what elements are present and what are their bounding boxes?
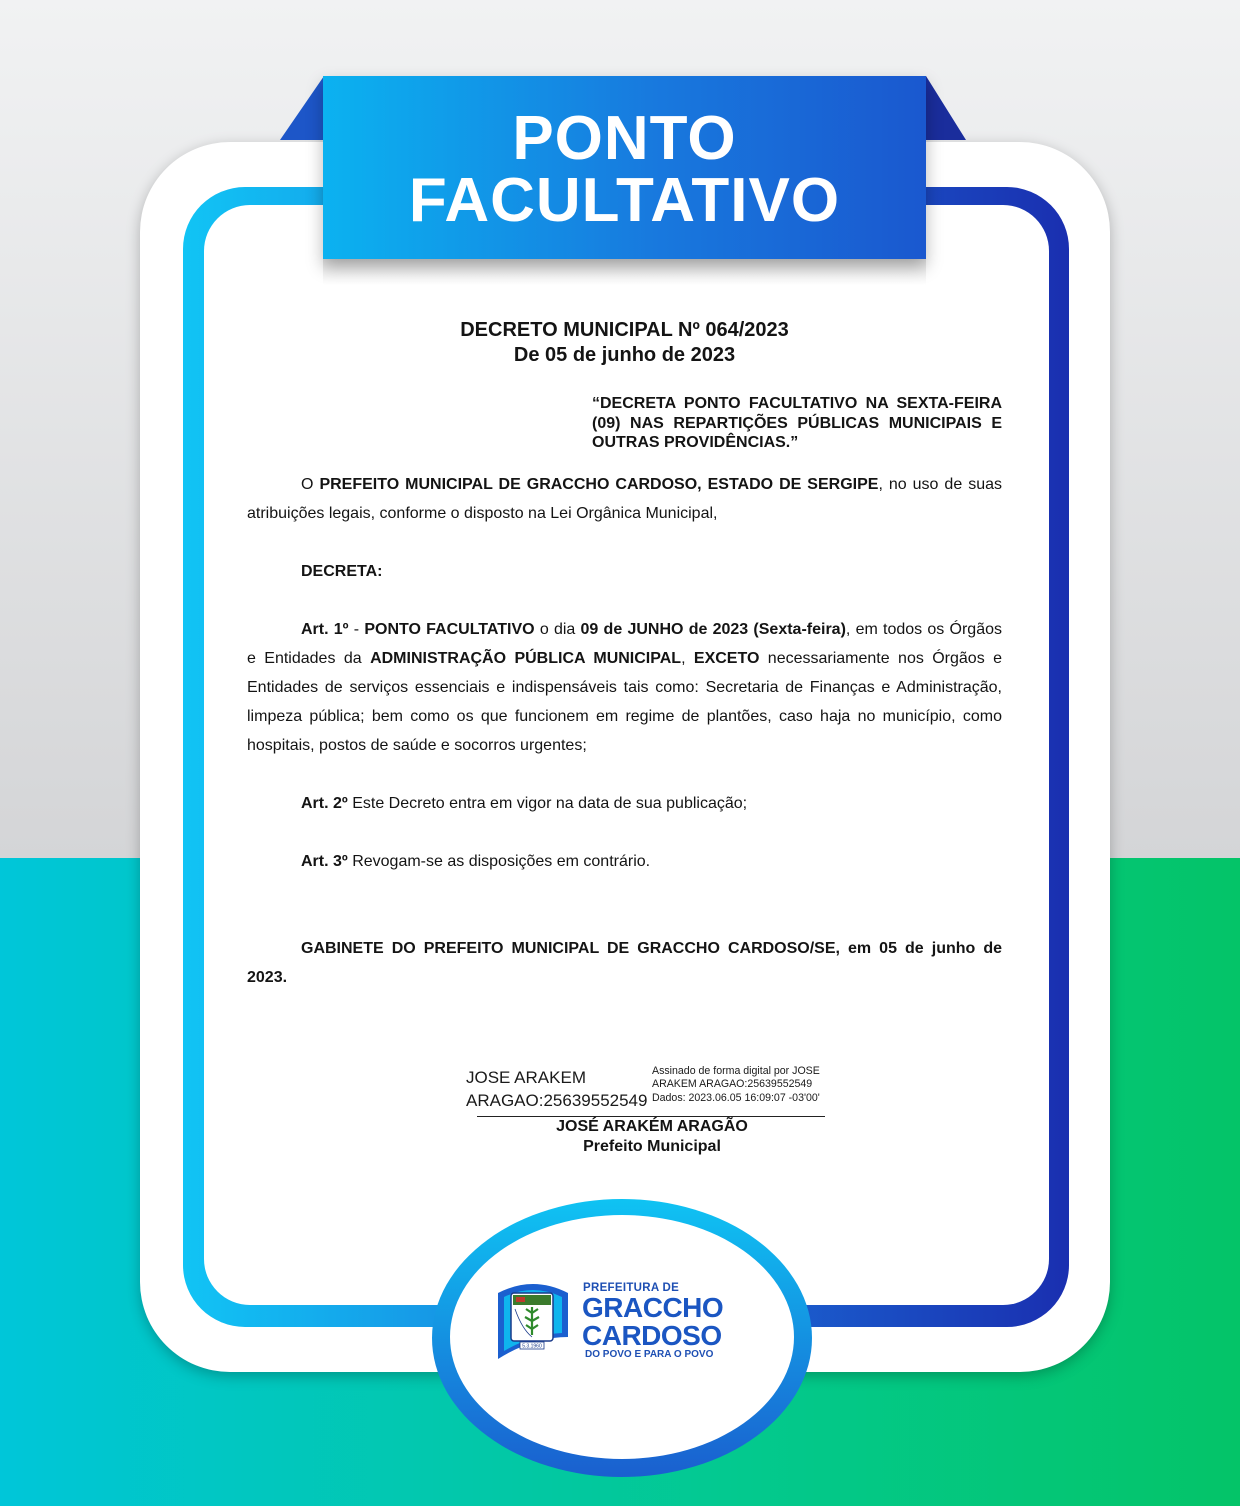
art1-text-1: - — [348, 620, 365, 638]
logo-prefix: PREFEITURA DE — [583, 1282, 680, 1294]
preamble-text-2: , no uso de suas atribuições legais, conforme o disposto na Lei Orgânica Municipal, — [247, 475, 1003, 522]
preamble-paragraph — [247, 470, 1002, 528]
art2-text: Este Decreto entra em vigor na data de sua publicação; — [347, 794, 748, 812]
signer-block — [467, 1117, 837, 1157]
art1-label: Art. 1º — [301, 620, 349, 638]
art1-text-4: , — [681, 649, 694, 667]
article-2 — [247, 789, 1002, 818]
coat-of-arms-icon — [492, 1279, 574, 1361]
art3-text: Revogam-se as disposições em contrário. — [347, 852, 651, 870]
seal-date: 5.3.1960 — [522, 1343, 542, 1350]
art1-bold-2: PONTO FACULTATIVO — [364, 620, 535, 638]
decree-ementa: “DECRETA PONTO FACULTATIVO NA SEXTA-FEIRA (09) NAS REPARTIÇÕES PÚBLICAS MUNICIPAIS E OUTRAS PROVIDÊNCIAS.” — [592, 395, 1002, 451]
article-1 — [247, 615, 1002, 760]
ribbon-fold-left — [280, 76, 324, 140]
signature-name — [466, 1066, 647, 1112]
art1-text-3: , em todos os Órgãos e Entidades da — [247, 620, 1002, 667]
art2-label: Art. 2º — [301, 794, 348, 812]
decreta-heading: DECRETA: — [301, 562, 383, 580]
banner-title — [323, 104, 926, 235]
art1-text-5: necessariamente nos Órgãos e Entidades de serviços essenciais e indispensáveis tais como: Secretaria de Finanças e Administração, limpeza pública; bem como os que funcionem em regime de plantões, caso haja no município, como hospitais, postos de saúde e socorros urgentes; — [247, 649, 1003, 754]
logo-wordmark-line1: GRACCHO — [582, 1292, 724, 1323]
ribbon-fold-right — [926, 76, 966, 140]
signer-role: Prefeito Municipal — [583, 1138, 721, 1155]
article-3 — [247, 847, 1002, 876]
art1-text-2: o dia — [534, 620, 581, 638]
signer-name: JOSÉ ARAKÉM ARAGÃO — [556, 1118, 748, 1135]
decree-title: DECRETO MUNICIPAL Nº 064/2023 — [460, 319, 789, 341]
logo-wordmark-line2: CARDOSO — [582, 1320, 722, 1351]
preamble-authority: PREFEITO MUNICIPAL DE GRACCHO CARDOSO, ESTADO DE SERGIPE — [319, 475, 879, 493]
digital-signature-line3: Dados: 2023.06.05 16:09:07 -03'00' — [652, 1091, 820, 1104]
signature-name-line1: JOSE ARAKEM — [466, 1068, 586, 1087]
digital-signature-line1: Assinado de forma digital por JOSE — [652, 1065, 820, 1077]
closing-line: GABINETE DO PREFEITO MUNICIPAL DE GRACCHO CARDOSO/SE, em 05 de junho de 2023. — [247, 939, 1002, 986]
art3-label: Art. 3º — [301, 852, 348, 870]
signature-block — [247, 1066, 1002, 1166]
art1-bold-3: 09 de JUNHO de 2023 (Sexta-feira) — [580, 620, 846, 638]
art1-bold-4: ADMINISTRAÇÃO PÚBLICA MUNICIPAL — [370, 649, 682, 667]
decree-document — [247, 318, 1002, 992]
digital-signature-info — [652, 1065, 820, 1105]
digital-signature-line2: ARAKEM ARAGAO:25639552549 — [652, 1078, 813, 1091]
logo-wordmark — [582, 1294, 723, 1350]
decree-date: De 05 de junho de 2023 — [513, 344, 736, 366]
banner-title-line1: PONTO — [512, 104, 737, 173]
preamble-text-1: O — [301, 475, 320, 493]
banner-title-line2: FACULTATIVO — [408, 166, 841, 235]
signature-name-line2: ARAGAO:25639552549 — [466, 1091, 648, 1110]
art1-bold-5: EXCETO — [693, 649, 760, 667]
logo-tagline: DO POVO E PARA O POVO — [585, 1349, 714, 1360]
banner-shadow — [323, 259, 926, 285]
